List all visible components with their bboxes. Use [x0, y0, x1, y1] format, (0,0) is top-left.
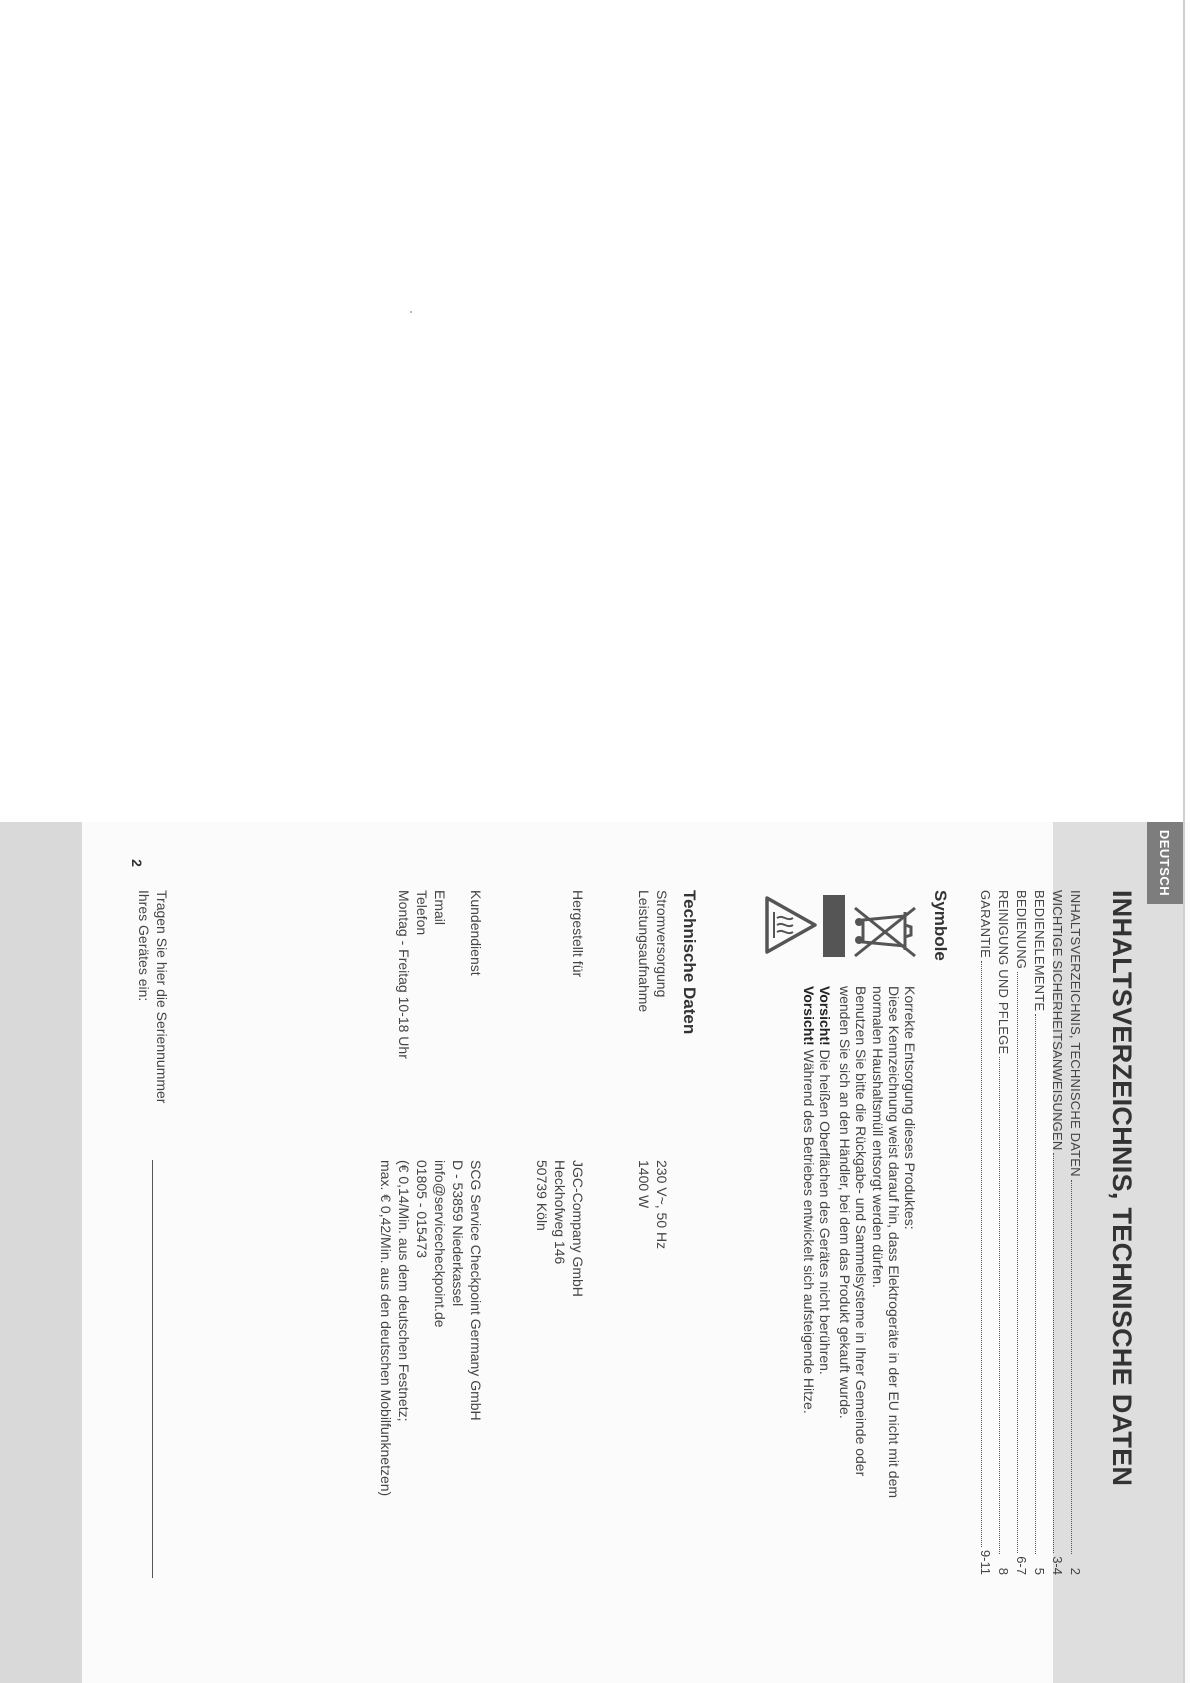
symbols-heading: Symbole — [931, 890, 950, 961]
toc-dots — [1053, 1153, 1054, 1553]
serial-number-line — [152, 1160, 153, 1578]
made-for-label: Hergestellt für — [570, 890, 586, 978]
toc-label: WICHTIGE SICHERHEITSANWEISUNGEN — [1050, 890, 1065, 1151]
scan-speck — [410, 311, 412, 313]
toc-dots — [1035, 1014, 1036, 1554]
warning-rising-heat — [801, 986, 817, 1498]
toc-label: GARANTIE — [978, 890, 993, 959]
warning-text: Während des Betriebes entwickelt sich aufsteigende Hitze. — [800, 1045, 817, 1414]
toc-page: 6-7 — [1014, 1556, 1029, 1575]
toc-row — [1029, 890, 1047, 1575]
toc-page: 8 — [996, 1567, 1011, 1575]
serial-instruction: Ihres Gerätes ein: — [136, 890, 152, 1002]
toc-page: 2 — [1068, 1567, 1083, 1575]
warning-text: Die heißen Oberflächen des Gerätes nicht berühren. — [816, 1045, 833, 1375]
manual-page — [93, 822, 1183, 1683]
symbols-line: Benutzen Sie bitte die Rückgabe- und Sammelsysteme in Ihrer Gemeinde oder — [853, 986, 870, 1477]
email-label: Email — [432, 890, 448, 926]
warning-hot-surface — [817, 986, 833, 1498]
toc-label: BEDIENELEMENTE — [1032, 890, 1047, 1012]
made-for-company: JGC-Company GmbH — [570, 1160, 586, 1297]
toc-page: 9-11 — [978, 1549, 993, 1575]
power-consumption-value: 1400 W — [636, 1160, 652, 1209]
toc-row — [1011, 890, 1029, 1575]
service-address: D - 53859 Niederkassel — [450, 1160, 466, 1307]
symbols-line: Korrekte Entsorgung dieses Produktes: — [902, 986, 918, 1230]
toc-dots — [981, 961, 982, 1547]
symbols-text — [801, 986, 918, 1498]
warning-label: Vorsicht! — [800, 986, 817, 1046]
symbols-line: wenden Sie sich an den Händler, bei dem das Produkt gekauft wurde. — [837, 986, 854, 1419]
hot-surface-icon — [763, 894, 819, 956]
symbols-line: normalen Haushaltsmüll entsorgt werden dürfen. — [869, 986, 886, 1288]
toc-page: 3-4 — [1050, 1556, 1065, 1575]
toc-label: INHALTSVERZEICHNIS, TECHNISCHE DATEN — [1068, 890, 1083, 1177]
crossed-bin-icon — [849, 890, 921, 972]
phone-label: Telefon — [414, 890, 430, 936]
toc-row — [993, 890, 1011, 1575]
language-tab: DEUTSCH — [1147, 822, 1183, 904]
scan-edge — [1183, 0, 1185, 1683]
toc-page: 5 — [1032, 1567, 1047, 1575]
toc-dots — [1017, 972, 1018, 1553]
power-supply-label: Stromversorgung — [654, 890, 670, 998]
table-of-contents — [975, 890, 1083, 1575]
power-supply-value: 230 V~, 50 Hz — [654, 1160, 670, 1250]
toc-row — [975, 890, 993, 1575]
footer-strip — [0, 822, 82, 1683]
made-for-street: Heckhofweg 146 — [552, 1160, 568, 1265]
toc-dots — [999, 1057, 1000, 1554]
waste-bar-icon — [823, 895, 845, 957]
symbols-line: Diese Kennzeichnung weist darauf hin, dass Elektrogeräte in der EU nicht mit dem — [885, 986, 902, 1499]
toc-row — [1065, 890, 1083, 1575]
page-title: INHALTSVERZEICHNIS, TECHNISCHE DATEN — [1107, 890, 1137, 1487]
technical-data-heading: Technische Daten — [680, 890, 699, 1035]
warning-label: Vorsicht! — [816, 986, 833, 1046]
serial-instruction: Tragen Sie hier die Seriennummer — [154, 890, 170, 1104]
toc-label: REINIGUNG UND PFLEGE — [996, 890, 1011, 1055]
service-hours: Montag - Freitag 10-18 Uhr — [396, 890, 412, 1059]
page-number: 2 — [129, 859, 145, 867]
power-consumption-label: Leistungsaufnahme — [636, 890, 652, 1013]
phone-value: 01805 - 015473 — [414, 1160, 430, 1259]
price-mobile: max. € 0,42/Min. aus den deutschen Mobilfunknetzen) — [378, 1160, 394, 1497]
service-company: SCG Service Checkpoint Germany GmbH — [468, 1160, 484, 1421]
made-for-city: 50739 Köln — [534, 1160, 550, 1231]
toc-label: BEDIENUNG — [1014, 890, 1029, 970]
toc-dots — [1071, 1180, 1072, 1554]
price-landline: (€ 0,14/Min. aus dem deutschen Festnetz; — [396, 1160, 412, 1422]
email-value: info@servicecheckpoint.de — [432, 1160, 448, 1328]
toc-row — [1047, 890, 1065, 1575]
service-label: Kundendienst — [468, 890, 484, 976]
